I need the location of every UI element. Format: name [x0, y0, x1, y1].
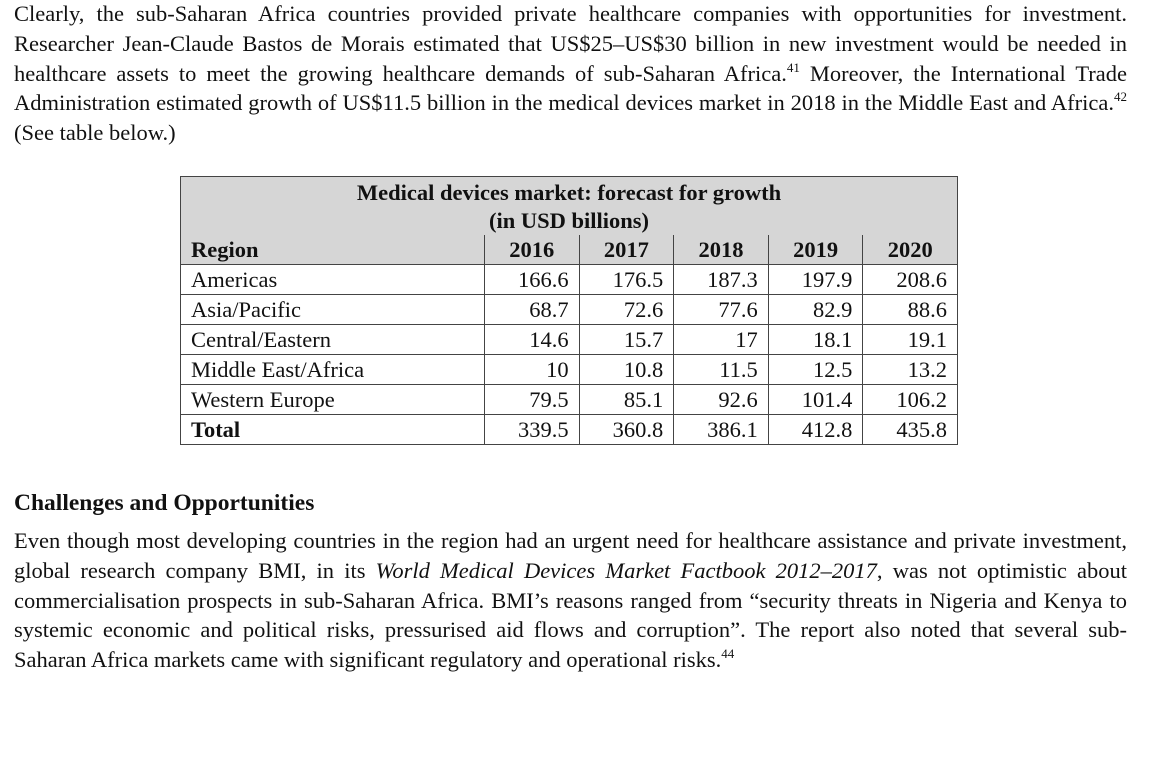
medical-devices-table — [180, 176, 958, 445]
intro-text: Clearly, the sub-Saharan Africa countries provided private healthcare companies with opportunities for investment. Researcher Jean-Claude Bastos de Morais estimated that US$25–US$30 billion in new investment would be needed in healthcare assets to meet the growing healthcare demands of sub-Saharan Africa. — [14, 1, 1127, 86]
section-text-2: , was not optimistic about commercialisation prospects in sub-Saharan Africa. BMI’s reasons ranged from “security threats in Nigeria and Kenya to systemic economic and political risks, pressurised aid flows and corruption”. The report also noted that several sub-Saharan Africa markets came with significant regulatory and operational risks. — [14, 557, 1128, 673]
book-title: World Medical Devices Market Factbook 2012–2017 — [375, 557, 877, 583]
footnote-ref-41[interactable]: 41 — [786, 59, 800, 75]
section-paragraph — [14, 526, 1127, 675]
year-column-header: 2018 — [674, 235, 769, 265]
region-cell: Asia/Pacific — [181, 295, 485, 325]
table-title-line-1: Medical devices market: forecast for growth — [356, 180, 782, 205]
value-cell: 12.5 — [768, 355, 863, 385]
footnote-ref-42[interactable]: 42 — [1114, 89, 1127, 105]
value-cell: 360.8 — [579, 415, 674, 445]
value-cell: 176.5 — [579, 265, 674, 295]
value-cell: 14.6 — [485, 325, 580, 355]
table-title-line-2: (in USD billions) — [488, 208, 650, 233]
value-cell: 88.6 — [863, 295, 958, 325]
value-cell: 13.2 — [863, 355, 958, 385]
value-cell: 187.3 — [674, 265, 769, 295]
value-cell: 412.8 — [768, 415, 863, 445]
table-row — [181, 295, 958, 325]
table-row — [181, 325, 958, 355]
region-cell: Middle East/Africa — [181, 355, 485, 385]
region-cell: Americas — [181, 265, 485, 295]
table-total-row — [181, 415, 958, 445]
value-cell: 386.1 — [674, 415, 769, 445]
value-cell: 339.5 — [485, 415, 580, 445]
value-cell: 166.6 — [485, 265, 580, 295]
year-column-header: 2016 — [485, 235, 580, 265]
intro-text-3: (See table below.) — [14, 120, 176, 146]
value-cell: 435.8 — [863, 415, 958, 445]
value-cell: 101.4 — [768, 385, 863, 415]
value-cell: 19.1 — [863, 325, 958, 355]
value-cell: 79.5 — [485, 385, 580, 415]
year-column-header: 2017 — [579, 235, 674, 265]
value-cell: 17 — [674, 325, 769, 355]
value-cell: 77.6 — [674, 295, 769, 325]
table-header-row — [181, 235, 958, 265]
value-cell: 10.8 — [579, 355, 674, 385]
table-title — [181, 177, 958, 236]
table-row — [181, 385, 958, 415]
region-cell: Western Europe — [181, 385, 485, 415]
section-heading: Challenges and Opportunities — [14, 490, 315, 516]
value-cell: 10 — [485, 355, 580, 385]
value-cell: 82.9 — [768, 295, 863, 325]
value-cell: 15.7 — [579, 325, 674, 355]
value-cell: 18.1 — [768, 325, 863, 355]
value-cell: 92.6 — [674, 385, 769, 415]
value-cell: 85.1 — [579, 385, 674, 415]
table-row — [181, 355, 958, 385]
region-column-header: Region — [181, 235, 485, 265]
intro-text-2: Moreover, the International Trade Administration estimated growth of US$11.5 billion in the medical devices market in 2018 in the Middle East and Africa. — [14, 60, 1128, 116]
section-text-1: Even though most developing countries in the region had an urgent need for healthcare assistance and private investment, global research company BMI, in its — [14, 528, 1127, 583]
value-cell: 72.6 — [579, 295, 674, 325]
table-row — [181, 265, 958, 295]
value-cell: 106.2 — [863, 385, 958, 415]
total-label: Total — [181, 415, 485, 445]
value-cell: 68.7 — [485, 295, 580, 325]
year-column-header: 2020 — [863, 235, 958, 265]
intro-paragraph — [14, 0, 1127, 148]
year-column-header: 2019 — [768, 235, 863, 265]
value-cell: 197.9 — [768, 265, 863, 295]
footnote-ref-44[interactable]: 44 — [721, 646, 735, 662]
table-body — [181, 265, 958, 445]
value-cell: 208.6 — [863, 265, 958, 295]
value-cell: 11.5 — [674, 355, 769, 385]
region-cell: Central/Eastern — [181, 325, 485, 355]
